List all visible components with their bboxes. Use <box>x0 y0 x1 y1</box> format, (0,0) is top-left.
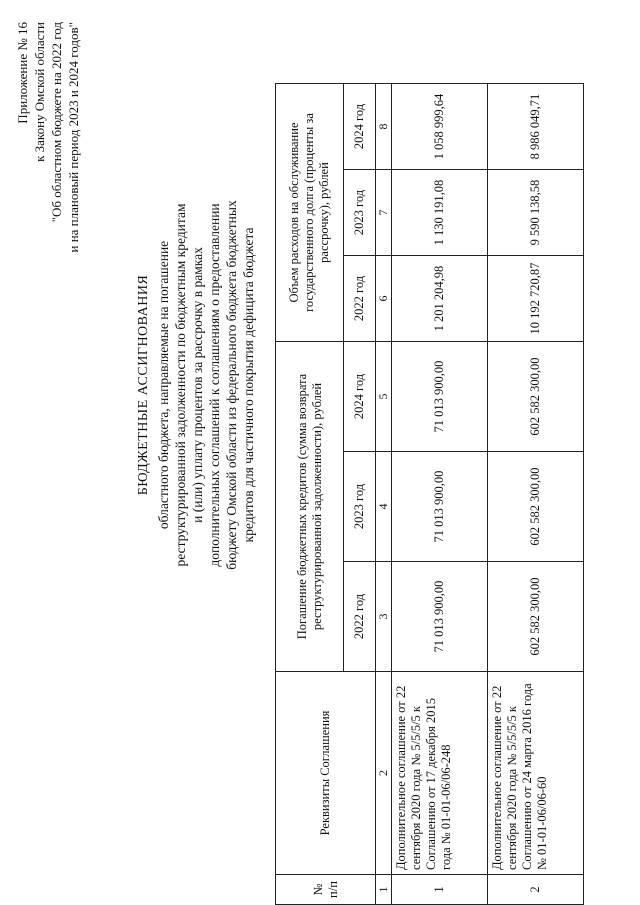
column-number: 3 <box>376 562 392 672</box>
header-requisites: Реквизиты Соглашения <box>276 672 376 875</box>
service-2023: 1 130 191,08 <box>392 170 488 256</box>
title-heading: БЮДЖЕТНЫЕ АССИГНОВАНИЯ <box>136 274 151 496</box>
repayment-2023: 602 582 300,00 <box>488 452 584 562</box>
year-header: 2022 год <box>344 256 376 342</box>
row-number: 1 <box>392 875 488 905</box>
title-line: кредитов для частичного покрытия дефицита бюджета <box>241 227 256 543</box>
table-header-row <box>276 84 344 905</box>
repayment-2022: 602 582 300,00 <box>488 562 584 672</box>
header-debt-service: Объем расходов на обслуживание государственного долга (проценты за рассрочку), рублей <box>276 84 344 342</box>
repayment-2023: 71 013 900,00 <box>392 452 488 562</box>
column-number: 2 <box>376 672 392 875</box>
column-number: 6 <box>376 256 392 342</box>
appendix-header <box>14 22 82 253</box>
title-line: бюджету Омской области из федерального бюджета бюджетных <box>224 200 239 570</box>
year-header: 2024 год <box>344 84 376 170</box>
service-2024: 1 058 999,64 <box>392 84 488 170</box>
header-number: № п/п <box>276 875 376 905</box>
service-2023: 9 590 138,58 <box>488 170 584 256</box>
repayment-2024: 71 013 900,00 <box>392 342 488 452</box>
allocations-table <box>275 83 584 905</box>
title-line: дополнительных соглашений к соглашениям о предоставлении <box>207 203 222 567</box>
year-header: 2023 год <box>344 170 376 256</box>
appendix-number: Приложение № 16 <box>15 22 30 124</box>
service-2024: 8 986 049,71 <box>488 84 584 170</box>
title-line: областного бюджета, направляемые на погашение <box>156 240 171 530</box>
repayment-2024: 602 582 300,00 <box>488 342 584 452</box>
year-header: 2022 год <box>344 562 376 672</box>
column-number: 8 <box>376 84 392 170</box>
appendix-law-title-1: "Об областном бюджете на 2022 год <box>49 22 64 223</box>
service-2022: 10 192 720,87 <box>488 256 584 342</box>
title-line: реструктурированной задолженности по бюджетным кредитам <box>173 203 188 567</box>
agreement-requisites: Дополнительное соглашение от 22 сентября 2020 года № 5/5/5/5 к Соглашению от 17 декабря 2015 года № 01-01-06/06-248 <box>392 672 488 875</box>
table-row <box>488 84 584 905</box>
row-number: 2 <box>488 875 584 905</box>
column-number-row <box>376 84 392 905</box>
agreement-requisites: Дополнительное соглашение от 22 сентября 2020 года № 5/5/5/5 к Соглашению от 24 марта 2016 года № 01-01-06/06-60 <box>488 672 584 875</box>
column-number: 5 <box>376 342 392 452</box>
column-number: 7 <box>376 170 392 256</box>
header-repayment: Погашение бюджетных кредитов (сумма возврата реструктурированной задолженности), рублей <box>276 342 344 672</box>
service-2022: 1 201 204,98 <box>392 256 488 342</box>
repayment-2022: 71 013 900,00 <box>392 562 488 672</box>
column-number: 4 <box>376 452 392 562</box>
appendix-law-title-2: и на плановый период 2023 и 2024 годов" <box>66 22 81 253</box>
title-line: и (или) уплату процентов за рассрочку в рамках <box>190 247 205 523</box>
year-header: 2024 год <box>344 342 376 452</box>
column-number: 1 <box>376 875 392 905</box>
document-title <box>135 150 257 620</box>
year-header: 2023 год <box>344 452 376 562</box>
table-row <box>392 84 488 905</box>
appendix-law: к Закону Омской области <box>32 22 47 162</box>
